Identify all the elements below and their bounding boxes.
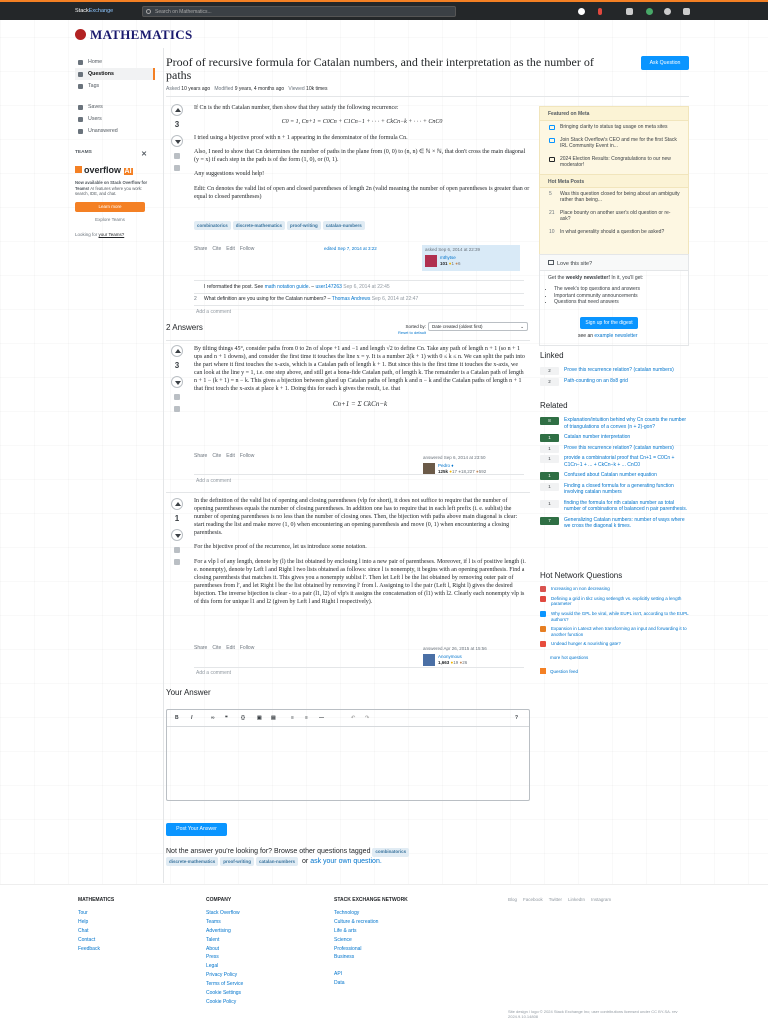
social-link[interactable]: Instagram bbox=[591, 897, 612, 902]
tag[interactable]: discrete-mathematics bbox=[233, 221, 285, 230]
related-score: 7 bbox=[540, 517, 559, 525]
bookmark-icon bbox=[78, 105, 83, 110]
related-item[interactable] bbox=[540, 434, 690, 441]
footer-link[interactable] bbox=[334, 963, 408, 968]
vote-count: 3 bbox=[174, 120, 180, 129]
bookmark-icon[interactable] bbox=[174, 153, 180, 159]
edited-info[interactable]: edited Sep 7, 2014 at 3:22 bbox=[324, 246, 377, 251]
tag[interactable]: proof-writing bbox=[220, 857, 254, 866]
rule-icon[interactable]: — bbox=[319, 715, 324, 721]
comment-user[interactable]: Thomas Andrews bbox=[331, 296, 371, 302]
answer-textarea[interactable] bbox=[167, 728, 529, 802]
share-link[interactable]: Share bbox=[194, 645, 208, 651]
footer bbox=[0, 884, 768, 1024]
ordered-list-icon[interactable]: ≡ bbox=[291, 715, 294, 721]
notation-guide-link[interactable]: math notation guide bbox=[264, 284, 309, 290]
related-item[interactable] bbox=[540, 472, 690, 479]
learn-more-button[interactable]: Learn more bbox=[75, 202, 145, 212]
related-title: Prove this recurrence relation? (catalan numbers) bbox=[564, 444, 674, 451]
image-icon[interactable]: ▣ bbox=[257, 715, 262, 721]
divider bbox=[194, 474, 524, 475]
tag[interactable]: discrete-mathematics bbox=[166, 857, 218, 866]
related-item[interactable] bbox=[540, 417, 690, 430]
tag[interactable]: combinatorics bbox=[372, 848, 409, 857]
footer-link[interactable]: Feedback bbox=[78, 945, 100, 952]
related-title: Explanation/intuition behind why Cn counts the number of triangulations of a convex (n + 2)-gon? bbox=[564, 417, 687, 430]
gold-badges: 19 bbox=[453, 660, 459, 666]
snippet-icon[interactable]: ▤ bbox=[271, 715, 276, 721]
achievements-icon[interactable] bbox=[626, 8, 633, 15]
related-title: Generalizing Catalan numbers: number of ways where we cross the diagonal k times. bbox=[564, 516, 685, 529]
bronze-badges: 6 bbox=[458, 261, 461, 267]
redo-icon[interactable]: ↷ bbox=[365, 715, 370, 721]
related-score: 1 bbox=[540, 455, 559, 463]
related-score: 1 bbox=[540, 483, 559, 491]
search-input[interactable]: Search on Mathematics... bbox=[142, 6, 456, 17]
user-link[interactable]: mthytse bbox=[440, 255, 456, 261]
related-item[interactable] bbox=[540, 483, 690, 496]
answer-body bbox=[194, 497, 526, 612]
reputation: 1,663 bbox=[438, 660, 450, 666]
upvote-button[interactable] bbox=[171, 345, 183, 357]
election-icon bbox=[549, 157, 555, 162]
left-nav bbox=[75, 56, 155, 137]
footer-link[interactable]: Stack Overflow bbox=[206, 909, 240, 916]
history-icon[interactable] bbox=[174, 406, 180, 412]
bulleted-list-icon[interactable]: ≡ bbox=[305, 715, 308, 721]
question-paragraph: Any suggestions would help! bbox=[194, 171, 265, 178]
footer-link[interactable]: Contact bbox=[78, 936, 96, 943]
footer-link[interactable]: Help bbox=[78, 918, 89, 925]
overflow-ai-logo: overflow AI bbox=[75, 164, 155, 176]
related-score: 1 bbox=[540, 434, 559, 442]
answer-vote bbox=[166, 498, 188, 565]
site-logo[interactable]: MATHEMATICS bbox=[75, 26, 193, 44]
social-link[interactable]: LinkedIn bbox=[568, 897, 586, 902]
hot-question-title: Why would the GPL be viral, while EUPL isn't, according to the EUPL authors? bbox=[551, 610, 689, 622]
recurrence-equation: C0 = 1, Cn+1 = C0Cn + C1Cn−1 + · · · + CkCn−k + · · · + CnC0 bbox=[281, 119, 443, 126]
question-tags bbox=[194, 221, 367, 230]
sort-select[interactable]: Date created (oldest first) ⌄ bbox=[428, 322, 528, 331]
featured-item[interactable]: 2024 Election Results: Congratulations to our new moderator! bbox=[540, 153, 688, 172]
sum-equation: Cn+1 = Σ CkCn−k bbox=[332, 399, 388, 408]
nav-unanswered[interactable]: Unanswered bbox=[75, 125, 155, 137]
footer-link[interactable]: Data bbox=[334, 979, 345, 986]
avatar[interactable] bbox=[423, 654, 435, 666]
example-newsletter: see an example newsletter bbox=[578, 333, 638, 339]
question-body bbox=[194, 104, 530, 207]
looking-for-teams: Looking for your Teams? bbox=[75, 231, 125, 237]
comment: I reformatted the post. See math notation guide. – user147263 Sep 6, 2014 at 22:45 bbox=[204, 284, 390, 290]
related-title: provide a combinatorial proof that Cn+1 = C0Cn + C1Cn−1 + ... + CkCn−k + ... CnC0 bbox=[564, 455, 675, 468]
gold-badges: 17 bbox=[452, 469, 458, 475]
post-actions bbox=[194, 645, 259, 652]
footer-heading: COMPANY bbox=[206, 897, 232, 903]
avatar[interactable] bbox=[425, 255, 437, 267]
footer-link[interactable]: API bbox=[334, 970, 343, 977]
downvote-button[interactable] bbox=[171, 376, 183, 388]
hot-question-title: Undead hunger & nourishing gate? bbox=[551, 641, 621, 647]
site-icon bbox=[540, 641, 546, 647]
editor-toolbar bbox=[167, 710, 529, 727]
unanswered-icon bbox=[78, 129, 83, 134]
footer-column-site bbox=[78, 897, 114, 954]
reset-default-link[interactable]: Reset to default bbox=[397, 330, 426, 336]
home-icon bbox=[78, 60, 83, 65]
featured-meta-box bbox=[539, 106, 689, 269]
linked-item[interactable]: 2 Prove this recurrence relation? (catalan numbers) bbox=[540, 367, 690, 374]
divider bbox=[194, 667, 524, 668]
tag[interactable]: catalan-numbers bbox=[256, 857, 298, 866]
social-link[interactable]: Facebook bbox=[523, 897, 543, 902]
vote-count: 3 bbox=[174, 361, 180, 370]
question-title[interactable]: Proof of recursive formula for Catalan numbers, and their interpretation as the number of paths bbox=[166, 55, 594, 83]
divider bbox=[194, 293, 524, 294]
list-item: • Important community announcements bbox=[554, 293, 688, 300]
footer-link[interactable]: Culture & recreation bbox=[334, 918, 379, 925]
related-score: 1 bbox=[540, 472, 559, 480]
answer-paragraph: For a vlp l of any length, denote by (l) the list obtained by enclosing l into a new pair of parentheses. Moreover, if l is of positive length (i. e. nonempty), denote by Left l and Right l two lists obtained as follows: since l is nonempty, it begins with an opening parenthesis. Find a closing parenthesis that matches it. This gives you a nonempty sublist l′. Then let Left l be the list obtained by removing outer pair of parentheses from l′, and let Right l be the list obtained by removing l′ from l. Assigning to l the pair (Left l, Right l) gives the desired bijection. The inverse bijection is clear - to a pair (l1, l2) of vlp's it assigns the concatenation of (l1) with l2. Clearly each nonempty vlp is of this form for unique l1 and l2 (given by Left l and Right l respectively). bbox=[194, 558, 526, 606]
link-icon[interactable]: ∞ bbox=[211, 715, 215, 721]
social-links bbox=[508, 897, 617, 903]
featured-heading: Featured on Meta bbox=[540, 107, 688, 121]
hot-network-item[interactable] bbox=[540, 641, 690, 647]
question-vote bbox=[166, 104, 188, 171]
follow-link[interactable]: Follow bbox=[239, 453, 255, 459]
example-newsletter-link[interactable]: example newsletter bbox=[594, 333, 638, 339]
tag[interactable]: proof-writing bbox=[287, 221, 321, 230]
answered-date: answered Apr 26, 2015 at 15:56 bbox=[423, 646, 487, 651]
divider bbox=[166, 96, 689, 97]
newsletter-list bbox=[540, 286, 688, 306]
related-list bbox=[540, 417, 690, 534]
related-title: Confused about Catalan number equation bbox=[564, 472, 657, 478]
reputation: 101 bbox=[440, 261, 448, 267]
nav-home[interactable]: Home bbox=[75, 56, 155, 68]
hot-meta-heading: Hot Meta Posts bbox=[540, 174, 688, 188]
user-link[interactable]: Pedro ♦ bbox=[438, 463, 454, 469]
answerer-card: answered Apr 26, 2015 at 15:56 Anonymous 1,663 ●19 ●26 bbox=[423, 646, 523, 666]
italic-icon[interactable]: I bbox=[191, 715, 193, 721]
footer-link[interactable]: Teams bbox=[206, 918, 221, 925]
signup-digest-button[interactable]: Sign up for the digest bbox=[580, 317, 638, 329]
newsletter-box bbox=[539, 254, 689, 346]
divider bbox=[194, 280, 524, 281]
upvote-button[interactable] bbox=[171, 104, 183, 116]
meta-icon bbox=[549, 138, 555, 143]
divider bbox=[166, 492, 530, 493]
linked-list bbox=[540, 367, 690, 388]
explore-teams-link[interactable]: Explore Teams bbox=[95, 216, 125, 222]
footer-link[interactable]: Cookie Settings bbox=[206, 990, 242, 997]
answered-date: answered Sep 6, 2014 at 23:50 bbox=[423, 455, 486, 460]
site-icon bbox=[540, 596, 546, 602]
footer-link[interactable]: About bbox=[206, 945, 220, 952]
footer-link[interactable]: Cookie Policy bbox=[206, 999, 237, 1006]
math-logo-icon bbox=[75, 29, 86, 40]
list-item: • Questions that need answers bbox=[554, 299, 688, 306]
add-comment-link[interactable]: Add a comment bbox=[196, 309, 232, 315]
stack-icon bbox=[75, 166, 82, 173]
question-paragraph: Also, I need to show that Cn determines the number of paths in the plane from (0, 0) to (n, n) ∈ ℕ × ℕ, that don't cross the main diagonal (y = x) if each step in the path is of the form (1, 0), or (0, 1). bbox=[194, 149, 526, 164]
asked-date: asked Sep 6, 2014 at 22:39 bbox=[425, 247, 481, 252]
vote-count: 1 bbox=[174, 514, 180, 523]
user-link[interactable]: Anonymous bbox=[438, 654, 462, 660]
linked-heading: Linked bbox=[540, 351, 564, 360]
share-link[interactable]: Share bbox=[194, 453, 208, 459]
globe-icon bbox=[78, 72, 83, 77]
hot-question-title: Increasing xn non decreasing bbox=[551, 586, 610, 591]
hot-network-item[interactable] bbox=[540, 626, 690, 637]
footer-link[interactable]: Chat bbox=[78, 927, 89, 934]
downvote-button[interactable] bbox=[171, 529, 183, 541]
footer-link[interactable]: Advertising bbox=[206, 927, 231, 934]
edit-link[interactable]: Edit bbox=[226, 246, 235, 252]
related-item[interactable] bbox=[540, 445, 690, 452]
featured-item[interactable]: Bringing clarity to status tag usage on meta sites bbox=[540, 121, 688, 134]
question-paragraph: Edit: Cn denotes the valid list of open and closed parentheses of length 2n (valid meaning the number of open parentheses is greater than or equal to closed parentheses) bbox=[194, 185, 530, 200]
users-icon bbox=[78, 117, 83, 122]
footer-link[interactable]: Tour bbox=[78, 909, 88, 916]
close-icon[interactable]: ✕ bbox=[141, 151, 147, 158]
related-item[interactable] bbox=[540, 500, 690, 513]
newsletter-text: Get the weekly newsletter! In it, you'll get: bbox=[548, 275, 644, 281]
hot-network-item[interactable] bbox=[540, 586, 690, 592]
hot-network-item[interactable] bbox=[540, 611, 690, 622]
sort-control bbox=[380, 324, 524, 336]
social-link[interactable]: Twitter bbox=[548, 897, 563, 902]
tag[interactable]: catalan-numbers bbox=[323, 221, 365, 230]
footer-heading: STACK EXCHANGE NETWORK bbox=[334, 897, 408, 903]
follow-link[interactable]: Follow bbox=[239, 645, 255, 651]
help-icon[interactable]: ? bbox=[515, 715, 519, 721]
answer-paragraph: For the bijective proof of the recurrence, let us introduce some notation. bbox=[194, 544, 367, 551]
bronze-badges: 592 bbox=[478, 469, 487, 475]
code-icon[interactable]: {} bbox=[241, 715, 245, 721]
answer-vote bbox=[166, 345, 188, 412]
meta-icon bbox=[549, 125, 555, 130]
site-icon bbox=[540, 611, 546, 617]
footer-link[interactable]: Professional bbox=[334, 945, 362, 952]
footer-link[interactable]: Business bbox=[334, 954, 355, 961]
share-link[interactable]: Share bbox=[194, 246, 208, 252]
footer-link[interactable]: Press bbox=[206, 954, 219, 961]
edit-link[interactable]: Edit bbox=[226, 645, 235, 651]
post-actions bbox=[194, 453, 259, 460]
help-icon[interactable] bbox=[664, 8, 671, 15]
question-paragraph: If Cn is the nth Catalan number, then show that they satisfy the following recurrence: bbox=[194, 105, 399, 111]
teams-label: TEAMS ✕ bbox=[75, 150, 147, 158]
silver-badges: 18,227 bbox=[461, 469, 475, 475]
nav-questions[interactable]: Questions bbox=[75, 68, 155, 80]
tag-icon bbox=[78, 84, 83, 89]
your-teams-link[interactable]: your Teams? bbox=[98, 231, 125, 237]
comment-user[interactable]: user147263 bbox=[315, 284, 342, 290]
nav-users[interactable]: Users bbox=[75, 113, 155, 125]
question-paragraph: I tried using a bijective proof with n + 1 appearing in the denominator of the formula Cn. bbox=[194, 135, 408, 142]
teams-promo bbox=[75, 150, 155, 238]
upvote-button[interactable] bbox=[171, 498, 183, 510]
review-icon[interactable] bbox=[646, 8, 653, 15]
undo-icon[interactable]: ↶ bbox=[351, 715, 356, 721]
cite-link[interactable]: Cite bbox=[212, 246, 222, 252]
footer-link[interactable]: Legal bbox=[206, 963, 219, 970]
hot-question-title: Expansion in Latex3 when transforming an input and forwarding it to another function bbox=[551, 626, 687, 637]
reputation: 125k bbox=[438, 469, 449, 475]
avatar[interactable] bbox=[578, 8, 585, 15]
hnq-heading: Hot Network Questions bbox=[540, 571, 623, 580]
footer-link[interactable]: Terms of Service bbox=[206, 981, 244, 988]
mail-icon bbox=[548, 260, 554, 265]
related-heading: Related bbox=[540, 401, 568, 410]
hot-meta-item[interactable]: 21 Place bounty on another user's old question or re-ask? bbox=[549, 209, 671, 222]
downvote-button[interactable] bbox=[171, 135, 183, 147]
add-comment-link[interactable]: Add a comment bbox=[196, 478, 232, 484]
cite-link[interactable]: Cite bbox=[212, 453, 222, 459]
answer-editor bbox=[166, 709, 530, 801]
footer-link[interactable]: Privacy Policy bbox=[206, 972, 238, 979]
bronze-badges: 26 bbox=[462, 660, 468, 666]
footer-heading: MATHEMATICS bbox=[78, 897, 115, 903]
answers-count: 2 Answers bbox=[166, 323, 203, 332]
teams-description: Now available on Stack Overflow for Teams! AI features where you work: search, IDE, and chat. bbox=[75, 179, 148, 197]
newsletter-heading: Love this site? bbox=[540, 255, 688, 271]
hot-question-title: Defining a grid in tikz using setlength vs. explicitly setting a length parameter bbox=[551, 595, 682, 607]
footer-link[interactable]: Science bbox=[334, 936, 352, 943]
edit-link[interactable]: Edit bbox=[226, 453, 235, 459]
your-answer-heading: Your Answer bbox=[166, 688, 211, 697]
featured-item[interactable]: Join Stack Overflow's CEO and me for the first Stack IRL Community Event in... bbox=[540, 134, 688, 153]
follow-link[interactable]: Follow bbox=[239, 246, 255, 252]
post-actions bbox=[194, 246, 259, 253]
social-link[interactable]: Blog bbox=[508, 897, 518, 902]
footer-link[interactable]: Technology bbox=[334, 909, 360, 916]
question-feed-link[interactable]: Question feed bbox=[540, 668, 578, 675]
related-title: Catalan number interpretation bbox=[564, 434, 631, 440]
hot-meta-item[interactable]: 5 Was this question closed for being about an ambiguity rather than being... bbox=[549, 190, 680, 203]
bookmark-icon[interactable] bbox=[174, 394, 180, 400]
owner-card: asked Sep 6, 2014 at 22:39 mthytse 101 ●1 ●6 bbox=[422, 245, 520, 271]
top-bar bbox=[0, 0, 768, 20]
not-the-answer: Not the answer you're looking for? Browse other questions tagged combinatorics discrete-mathematics proof-writing catalan-numbers or ask your own question. bbox=[166, 847, 526, 866]
answer-paragraph: By tilting things 45°, consider paths from 0 to 2n of slope +1 and −1 and length √2 to define Cn. Take any path of length n + 1 (so n + 1 ups and n + 1 downs), and consider the first time it touches the line x = y. It is a number 2(k + 1) with 0 ≤ k ≤ n. We can split the path into the part where it first touches the x-axis, which is a Catalan path of length k + 1. But since this is the first time it touches the x-axis, we can look at the line y = 1, i.e. one step above, and still get a bona-fide Catalan path, of length k. The remainder is a Catalan path of length n + 1 − (k + 1) = n − k. This gives a bijection between glued up Catalan paths of length k and n − k and the Catalan paths of length n + 1 that first touch the x-axis at place k + 1. Doing this for each k gives the result, i.e. that bbox=[194, 346, 525, 393]
nav-saves[interactable]: Saves bbox=[75, 101, 155, 113]
related-score: 1 bbox=[540, 500, 559, 508]
gold-badges: 1 bbox=[451, 261, 455, 267]
rss-icon bbox=[540, 668, 546, 674]
nav-tags[interactable]: Tags bbox=[75, 80, 155, 92]
hot-network-list bbox=[540, 586, 690, 651]
cite-link[interactable]: Cite bbox=[212, 645, 222, 651]
quote-icon[interactable]: ❝ bbox=[225, 715, 228, 721]
comment: 2 What definition are you using for the Catalan numbers? – Thomas Andrews Sep 6, 2014 at 22:47 bbox=[194, 296, 419, 302]
chevron-down-icon: ⌄ bbox=[520, 324, 524, 329]
site-switcher-icon[interactable] bbox=[683, 8, 690, 15]
answer-body bbox=[194, 345, 526, 417]
history-icon[interactable] bbox=[174, 559, 180, 565]
footer-column-company bbox=[206, 897, 243, 1008]
answer-paragraph: In the definition of the valid list of opening and closing parentheses (vlp for short), it does not suffice to require that the number of opening parentheses equals the number of closing parentheses. In addition one has to require that in each left prefix (i. e. sublist) the number of opening parentheses is no less than the number of closing ones. Then, the bijection with paths above main diagonal is clear: start reading the list and make move (1, 0) when encountering an opening parenthesis and move (0, 1) when encountering a closing parenthesis. bbox=[194, 498, 518, 537]
stackexchange-logo[interactable]: StackExchange bbox=[75, 8, 114, 14]
footer-column-network bbox=[334, 897, 408, 988]
list-item: • The week's top questions and answers bbox=[554, 286, 688, 293]
more-hot-questions-link[interactable]: more hot questions bbox=[550, 655, 589, 660]
divider bbox=[194, 305, 524, 306]
hot-meta-item[interactable]: 10 In what generality should a question be asked? bbox=[549, 228, 665, 235]
add-comment-link[interactable]: Add a comment bbox=[196, 670, 232, 676]
related-title: Finding a closed formula for a generating function involving catalan numbers bbox=[564, 482, 674, 495]
copyright: Site design / logo © 2024 Stack Exchange Inc; user contributions licensed under CC BY-SA. rev 2024.9.10.14808 bbox=[508, 1009, 678, 1020]
search-icon bbox=[146, 9, 151, 14]
linked-item[interactable]: 2 Path-counting on an 8x8 grid bbox=[540, 378, 690, 385]
related-title: finding the formula for nth catalan number as total number of combinations of balanced n pair parenthesis. bbox=[564, 499, 688, 512]
bookmark-icon[interactable] bbox=[174, 547, 180, 553]
site-icon bbox=[540, 586, 546, 592]
footer-link[interactable]: Life & arts bbox=[334, 927, 357, 934]
related-item[interactable] bbox=[540, 455, 690, 468]
sorted-by-label: Sorted by: bbox=[405, 324, 426, 329]
footer-link[interactable]: Talent bbox=[206, 936, 220, 943]
related-score: 1 bbox=[540, 445, 559, 453]
inbox-icon[interactable] bbox=[598, 8, 602, 15]
hot-network-item[interactable] bbox=[540, 596, 690, 607]
ask-question-button[interactable]: Ask Question bbox=[641, 56, 689, 70]
history-icon[interactable] bbox=[174, 165, 180, 171]
question-meta: Asked 10 years ago Modified 9 years, 4 months ago Viewed 10k times bbox=[166, 86, 328, 92]
site-icon bbox=[540, 626, 546, 632]
answerer-card: answered Sep 6, 2014 at 23:50 Pedro ♦ 125k ●17 ●18,227 ●592 bbox=[423, 455, 523, 475]
related-score: 8 bbox=[540, 417, 559, 425]
post-answer-button[interactable]: Post Your Answer bbox=[166, 823, 227, 836]
related-item[interactable] bbox=[540, 517, 690, 530]
bold-icon[interactable]: B bbox=[175, 715, 179, 721]
ask-own-question-link[interactable]: ask your own question. bbox=[310, 857, 382, 865]
tag[interactable]: combinatorics bbox=[194, 221, 231, 230]
divider bbox=[166, 340, 530, 341]
